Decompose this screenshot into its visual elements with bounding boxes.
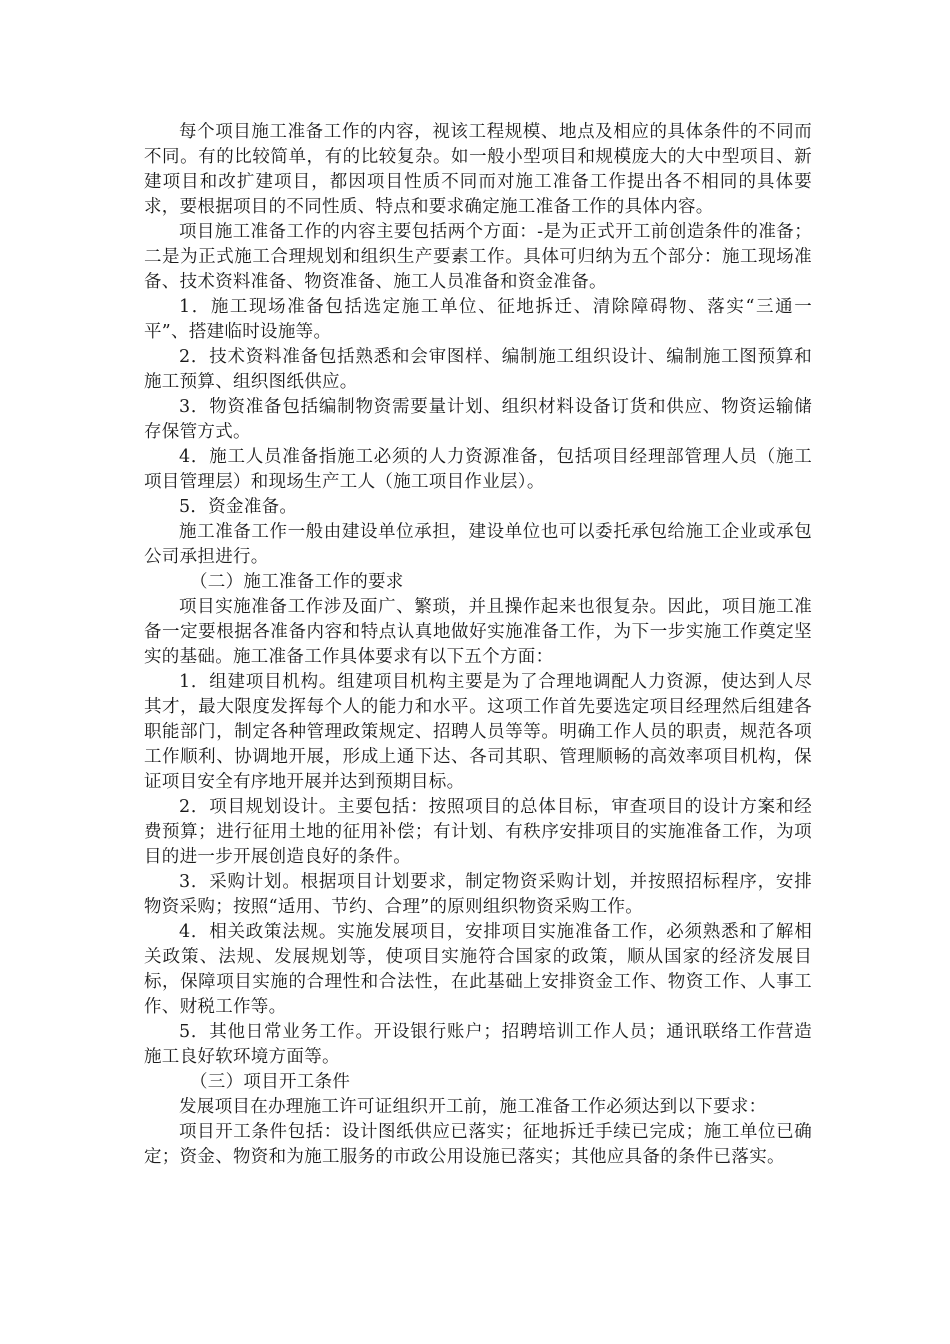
list-item-daily-work: 5．其他日常业务工作。开设银行账户；招聘培训工作人员；通讯联络工作营造施工良好软环境方面等。 xyxy=(144,1022,812,1067)
paragraph-intro: 每个项目施工准备工作的内容，视该工程规模、地点及相应的具体条件的不同而不同。有的比较简单，有的比较复杂。如一般小型项目和规模庞大的大中型项目、新建项目和改扩建项目，都因项目性质不同而对施工准备工作提出各不相同的具体要求，要根据项目的不同性质、特点和要求确定施工准备工作的具体内容。 xyxy=(144,122,812,217)
paragraph-requirements-intro: 项目实施准备工作涉及面广、繁琐，并且操作起来也很复杂。因此，项目施工准备一定要根据各准备内容和特点认真地做好实施准备工作，为下一步实施工作奠定坚实的基础。施工准备工作具体要求有以下五个方面： xyxy=(144,597,812,667)
section-heading-start-conditions: （三）项目开工条件 xyxy=(190,1072,351,1092)
list-item-organization: 1．组建项目机构。组建项目机构主要是为了合理地调配人力资源，使达到人尽其才，最大限度发挥每个人的能力和水平。这项工作首先要选定项目经理然后组建各职能部门，制定各种管理政策规定、招聘人员等等。明确工作人员的职责，规范各项工作顺利、协调地开展，形成上通下达、各司其职、管理顺畅的高效率项目机构，保证项目安全有序地开展并达到预期目标。 xyxy=(144,672,812,792)
list-item-policy: 4．相关政策法规。实施发展项目，安排项目实施准备工作，必须熟悉和了解相关政策、法规、发展规划等，使项目实施符合国家的政策，顺从国家的经济发展目标，保障项目实施的合理性和合法性，在此基础上安排资金工作、物资工作、人事工作、财税工作等。 xyxy=(144,922,812,1017)
list-item-personnel-prep: 4．施工人员准备指施工必须的人力资源准备，包括项目经理部管理人员（施工项目管理层）和现场生产工人（施工项目作业层）。 xyxy=(144,447,812,492)
paragraph-content-overview: 项目施工准备工作的内容主要包括两个方面：-是为正式开工前创造条件的准备；二是为正式施工合理规划和组织生产要素工作。具体可归纳为五个部分：施工现场准备、技术资料准备、物资准备、施工人员准备和资金准备。 xyxy=(144,222,812,292)
paragraph-start-conditions: 项目开工条件包括：设计图纸供应已落实；征地拆迁手续已完成；施工单位已确定；资金、物资和为施工服务的市政公用设施已落实；其他应具备的条件已落实。 xyxy=(144,1122,812,1167)
section-heading-requirements: （二）施工准备工作的要求 xyxy=(190,572,404,592)
paragraph-start-requirements: 发展项目在办理施工许可证组织开工前，施工准备工作必须达到以下要求： xyxy=(179,1097,767,1117)
list-item-technical-prep: 2．技术资料准备包括熟悉和会审图样、编制施工组织设计、编制施工图预算和施工预算、组织图纸供应。 xyxy=(144,347,812,392)
list-item-planning-design: 2．项目规划设计。主要包括：按照项目的总体目标，审查项目的设计方案和经费预算；进行征用土地的征用补偿；有计划、有秩序安排项目的实施准备工作，为项目的进一步开展创造良好的条件。 xyxy=(144,797,812,867)
document-body xyxy=(144,120,812,1170)
list-item-funding-prep: 5．资金准备。 xyxy=(179,497,298,517)
list-item-material-prep: 3．物资准备包括编制物资需要量计划、组织材料设备订货和供应、物资运输储存保管方式。 xyxy=(144,397,812,442)
list-item-procurement: 3．采购计划。根据项目计划要求，制定物资采购计划，并按照招标程序，安排物资采购；按照“适用、节约、合理”的原则组织物资采购工作。 xyxy=(144,872,812,917)
paragraph-responsibility: 施工准备工作一般由建设单位承担，建设单位也可以委托承包给施工企业或承包公司承担进行。 xyxy=(144,522,812,567)
list-item-site-prep: 1．施工现场准备包括选定施工单位、征地拆迁、清除障碍物、落实“三通一平”、搭建临时设施等。 xyxy=(144,297,812,342)
